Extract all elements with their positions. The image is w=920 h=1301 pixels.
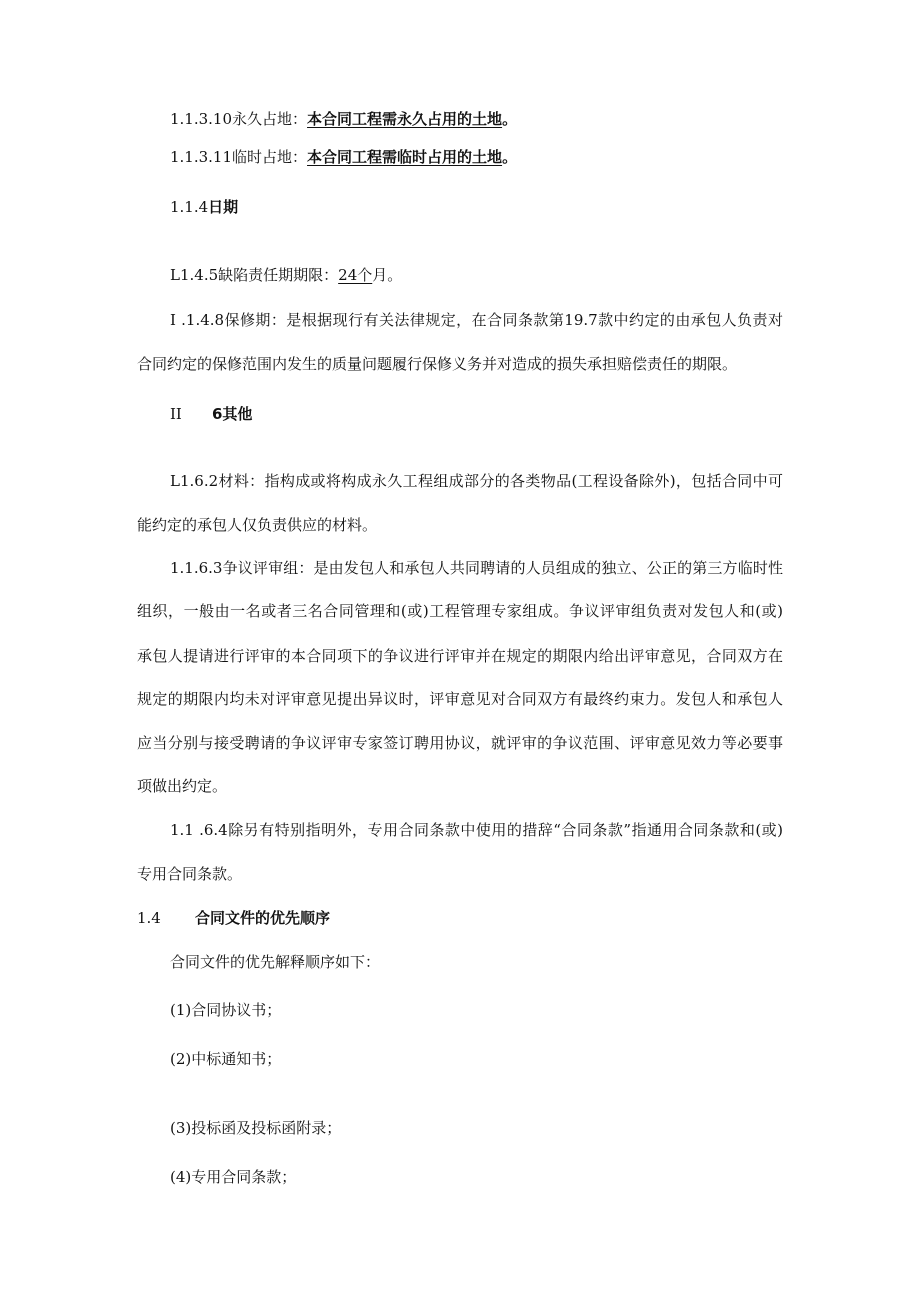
clause-1-1-6-3-line-3: 承包人提请进行评审的本合同项下的争议进行评审并在规定的期限内给出评审意见，合同双方在 xyxy=(137,647,783,665)
clause-1-1-6-3-line-2: 组织，一般由一名或者三名合同管理和(或)工程管理专家组成。争议评审组负责对发包人和(或) xyxy=(137,602,783,620)
clause-definition: 本合同工程需临时占用的土地 xyxy=(307,148,503,166)
clause-1-1-6-3-line-5: 应当分别与接受聘请的争议评审专家签订聘用协议，就评审的争议范围、评审意见效力等必要事 xyxy=(137,734,783,752)
clause-term: 缺陷责任期期限： xyxy=(218,266,339,284)
priority-intro: 合同文件的优先解释顺序如下： xyxy=(170,953,381,971)
clause-1-1-6-4-line-2: 专用合同条款。 xyxy=(137,865,243,883)
clause-1-1-4-8-line-1: I .1.4.8保修期：是根据现行有关法律规定，在合同条款第19.7款中约定的由承包人负责对 xyxy=(170,311,783,329)
section-number-1-4: 1.4 xyxy=(137,909,161,927)
list-item: (2)中标通知书； xyxy=(170,1050,282,1068)
clause-1-1-6-3-line-4: 规定的期限内均未对评审意见提出异议时，评审意见对合同双方有最终约束力。发包人和承包人 xyxy=(137,690,783,708)
section-title: 6其他 xyxy=(212,405,253,423)
clause-definition: 本合同工程需永久占用的土地 xyxy=(307,110,503,128)
list-item: (1)合同协议书； xyxy=(170,1001,282,1019)
clause-1-1-6-2-line-1: L1.6.2材料：指构成或将构成永久工程组成部分的各类物品(工程设备除外)，包括合同中可 xyxy=(170,472,783,490)
section-heading-1-1-6 xyxy=(170,404,182,424)
clause-term: 临时占地： xyxy=(232,148,308,166)
section-heading-1-1-4 xyxy=(170,197,238,217)
clause-number: 1.1.3.10 xyxy=(170,110,233,128)
clause-value: 24个 xyxy=(338,266,373,284)
clause-end: 。 xyxy=(502,148,518,166)
section-number: 1.1.4 xyxy=(170,198,209,216)
clause-1-1-6-2-line-2: 能约定的承包人仅负责供应的材料。 xyxy=(137,516,378,534)
list-item: (3)投标函及投标函附录； xyxy=(170,1119,342,1137)
clause-1-1-6-3-line-1: 1.1.6.3争议评审组：是由发包人和承包人共同聘请的人员组成的独立、公正的第三方临时性 xyxy=(170,559,783,577)
section-title: 日期 xyxy=(208,198,239,216)
section-title-1-4: 合同文件的优先顺序 xyxy=(195,909,331,927)
clause-1-1-6-4-line-1: 1.1 .6.4除另有特别指明外，专用合同条款中使用的措辞“合同条款”指通用合同条款和(或) xyxy=(170,821,783,839)
list-item: (4)专用合同条款； xyxy=(170,1168,297,1186)
clause-number: 1.1.3.11 xyxy=(170,148,233,166)
clause-term: 永久占地： xyxy=(232,110,308,128)
clause-1-1-6-3-line-6: 项做出约定。 xyxy=(137,777,228,795)
clause-1-1-3-11 xyxy=(170,147,517,167)
section-number: II xyxy=(170,405,182,423)
clause-1-1-4-8-line-2: 合同约定的保修范围内发生的质量问题履行保修义务并对造成的损失承担赔偿责任的期限。 xyxy=(137,355,738,373)
clause-end: 月。 xyxy=(372,266,403,284)
clause-number: L1.4.5 xyxy=(170,266,219,284)
clause-1-1-4-5 xyxy=(170,265,402,285)
clause-end: 。 xyxy=(502,110,518,128)
clause-1-1-3-10 xyxy=(170,109,517,129)
